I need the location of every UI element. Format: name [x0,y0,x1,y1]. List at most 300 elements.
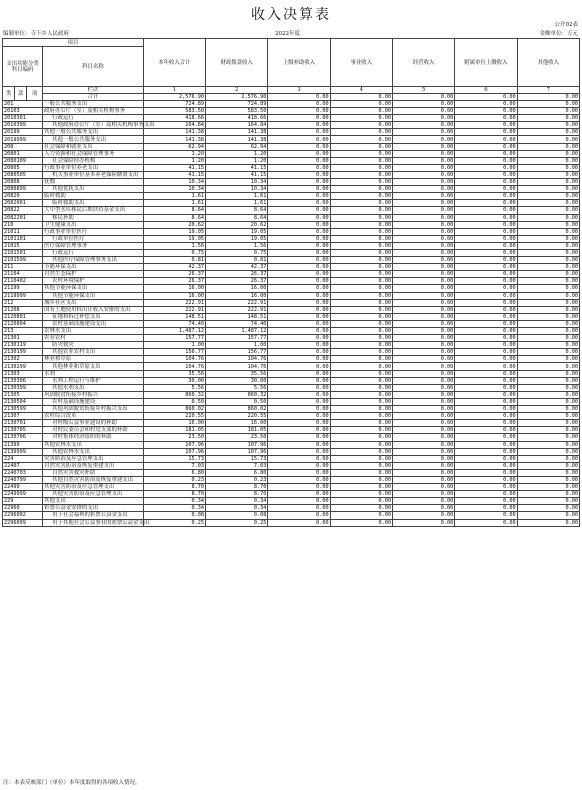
table-row [3,328,580,335]
row-value-5: 0.00 [392,157,454,164]
row-value-7: 0.00 [517,498,579,505]
row-value-6: 0.00 [455,207,517,214]
row-value-7: 0.00 [517,342,579,349]
row-value-3: 0.00 [268,377,330,384]
row-value-4: 0.00 [330,122,392,129]
row-value-3: 0.00 [268,462,330,469]
row-value-3: 0.00 [268,193,330,200]
row-value-2: 0.50 [206,398,268,405]
row-value-1: 8.70 [143,491,205,498]
row-name: 城乡社区支出 [43,299,144,306]
row-value-1: 16.00 [143,292,205,299]
row-value-5: 0.00 [392,484,454,491]
row-value-4: 0.00 [330,200,392,207]
row-name: 其他节能环保支出 [43,285,144,292]
row-value-7: 0.00 [517,512,579,519]
row-value-3: 0.00 [268,122,330,129]
row-value-2: 0.23 [206,476,268,483]
row-code: 2120801 [3,313,43,320]
row-value-5: 0.00 [392,242,454,249]
row-value-2: 860.02 [206,406,268,413]
row-value-3: 0.00 [268,384,330,391]
row-value-4: 0.00 [330,264,392,271]
row-value-5: 0.00 [392,143,454,150]
row-code: 2130705 [3,427,43,434]
row-name: 医疗保障管理事务 [43,242,144,249]
row-value-1: 1,487.12 [143,328,205,335]
row-value-1: 42.37 [143,264,205,271]
row-value-5: 0.00 [392,519,454,526]
row-value-7: 0.00 [517,214,579,221]
total-value-4: 0.00 [330,94,392,101]
row-code: 21208 [3,306,43,313]
row-value-6: 0.00 [455,398,517,405]
header-subject-name: 科目名称 [43,47,144,87]
row-value-7: 0.00 [517,164,579,171]
row-value-6: 0.00 [455,491,517,498]
row-value-3: 0.00 [268,398,330,405]
row-value-5: 0.00 [392,476,454,483]
row-value-7: 0.00 [517,420,579,427]
row-value-1: 1.61 [143,200,205,207]
row-name: 林业和草原 [43,356,144,363]
row-value-7: 0.00 [517,462,579,469]
table-row [3,384,580,391]
col-header-2: 财政拨款收入 [206,39,268,87]
row-value-4: 0.00 [330,349,392,356]
row-code: 208 [3,143,43,150]
row-value-7: 0.00 [517,328,579,335]
row-value-4: 0.00 [330,257,392,264]
row-value-5: 0.00 [392,164,454,171]
row-value-1: 164.84 [143,122,205,129]
row-value-2: 74.40 [206,320,268,327]
col-num-7: 7 [517,87,579,94]
table-row [3,193,580,200]
row-value-6: 0.00 [455,271,517,278]
row-value-1: 1.20 [143,157,205,164]
row-value-6: 0.00 [455,143,517,150]
row-name: 社会保险经办机构 [43,157,144,164]
row-value-6: 0.00 [455,434,517,441]
row-code: 21301 [3,335,43,342]
row-value-2: 16.00 [206,285,268,292]
row-value-5: 0.00 [392,384,454,391]
row-value-4: 0.00 [330,271,392,278]
row-value-6: 0.00 [455,384,517,391]
row-value-3: 0.00 [268,505,330,512]
row-value-6: 0.00 [455,249,517,256]
row-value-4: 0.00 [330,171,392,178]
row-name: 用于社会福利的彩票公益金支出 [43,512,144,519]
row-value-3: 0.00 [268,306,330,313]
row-value-2: 8.64 [206,207,268,214]
row-name: 行政事业单位养老支出 [43,164,144,171]
header-func-code: 支出功能分类科目编码 [3,47,43,87]
row-code: 21303 [3,370,43,377]
col-num-3: 3 [268,87,330,94]
row-value-2: 0.81 [206,257,268,264]
row-value-5: 0.00 [392,498,454,505]
row-value-6: 0.00 [455,228,517,235]
row-value-4: 0.00 [330,242,392,249]
row-value-7: 0.00 [517,363,579,370]
row-value-4: 0.00 [330,101,392,108]
row-value-4: 0.00 [330,221,392,228]
row-code: 2240799 [3,476,43,483]
row-value-3: 0.00 [268,214,330,221]
row-value-7: 0.00 [517,484,579,491]
row-value-5: 0.00 [392,505,454,512]
row-value-4: 0.00 [330,420,392,427]
row-value-6: 0.00 [455,484,517,491]
table-row [3,455,580,462]
row-code: 2082001 [3,200,43,207]
row-value-1: 157.77 [143,335,205,342]
row-value-2: 42.37 [206,264,268,271]
header-row-number-label: 栏次 [43,87,144,94]
row-value-3: 0.00 [268,455,330,462]
row-name: 农村环境保护 [43,278,144,285]
row-value-1: 8.70 [143,484,205,491]
row-value-2: 20.62 [206,221,268,228]
row-value-3: 0.00 [268,320,330,327]
row-value-5: 0.00 [392,171,454,178]
table-row [3,484,580,491]
total-value-7: 0.00 [517,94,579,101]
row-value-1: 418.66 [143,115,205,122]
row-name: 农业农村 [43,335,144,342]
table-row [3,179,580,186]
row-value-3: 0.00 [268,328,330,335]
row-value-2: 7.03 [206,462,268,469]
row-code: 20801 [3,150,43,157]
row-value-4: 0.00 [330,363,392,370]
row-value-2: 181.05 [206,427,268,434]
row-value-7: 0.00 [517,391,579,398]
row-value-1: 8.64 [143,207,205,214]
table-row [3,257,580,264]
row-value-5: 0.00 [392,108,454,115]
row-value-1: 62.94 [143,143,205,150]
row-code: 2010399 [3,122,43,129]
row-value-2: 0.25 [206,519,268,526]
row-code: 21104 [3,271,43,278]
row-value-5: 0.00 [392,228,454,235]
row-code: 212 [3,299,43,306]
row-value-4: 0.00 [330,150,392,157]
row-value-4: 0.00 [330,214,392,221]
row-value-5: 0.00 [392,101,454,108]
row-value-6: 0.00 [455,193,517,200]
row-value-1: 860.32 [143,391,205,398]
row-value-3: 0.00 [268,469,330,476]
row-value-7: 0.00 [517,271,579,278]
row-name: 农村基础设施建设支出 [43,320,144,327]
row-value-3: 0.00 [268,278,330,285]
row-name: 行政运行 [43,249,144,256]
row-name: 其他政府办公厅（室）及相关机构事务支出 [43,122,144,129]
row-value-7: 0.00 [517,335,579,342]
row-value-2: 418.66 [206,115,268,122]
row-name: 抚恤 [43,179,144,186]
row-code: 210 [3,221,43,228]
row-value-2: 15.73 [206,455,268,462]
row-value-5: 0.00 [392,406,454,413]
row-value-5: 0.00 [392,512,454,519]
row-code: 22960 [3,505,43,512]
row-value-2: 62.94 [206,143,268,150]
row-value-7: 0.00 [517,228,579,235]
row-value-5: 0.00 [392,491,454,498]
col-header-4: 事业收入 [330,39,392,87]
table-row [3,228,580,235]
row-value-6: 0.00 [455,186,517,193]
row-value-1: 0.34 [143,498,205,505]
row-value-4: 0.00 [330,143,392,150]
row-value-7: 0.00 [517,370,579,377]
row-name: 其他灾害防治及应急管理支出 [43,491,144,498]
row-value-5: 0.00 [392,264,454,271]
row-value-5: 0.00 [392,427,454,434]
row-value-4: 0.00 [330,136,392,143]
row-value-5: 0.00 [392,413,454,420]
row-value-1: 8.64 [143,214,205,221]
form-code: 公开02表 [554,22,578,28]
row-value-1: 222.91 [143,299,205,306]
row-value-1: 20.62 [143,221,205,228]
table-row [3,505,580,512]
row-value-7: 0.00 [517,413,579,420]
total-value-5: 0.00 [392,94,454,101]
row-name: 临时救助支出 [43,200,144,207]
row-value-6: 0.00 [455,306,517,313]
row-value-6: 0.00 [455,391,517,398]
table-row [3,122,580,129]
row-value-7: 0.00 [517,249,579,256]
row-value-3: 0.00 [268,136,330,143]
row-code: 2130306 [3,377,43,384]
row-value-7: 0.00 [517,207,579,214]
row-value-3: 0.00 [268,370,330,377]
row-value-2: 157.77 [206,335,268,342]
row-name: 灾害防治及应急管理支出 [43,455,144,462]
table-row [3,101,580,108]
row-value-7: 0.00 [517,186,579,193]
row-value-5: 0.00 [392,207,454,214]
row-value-5: 0.00 [392,441,454,448]
row-name: 自然生态保护 [43,271,144,278]
row-name: 移民补助 [43,214,144,221]
row-value-7: 0.00 [517,221,579,228]
row-value-4: 0.00 [330,129,392,136]
row-name: 行政运行 [43,115,144,122]
row-value-2: 19.05 [206,228,268,235]
row-value-1: 222.91 [143,306,205,313]
row-value-1: 0.34 [143,505,205,512]
row-value-5: 0.00 [392,292,454,299]
row-value-1: 220.55 [143,413,205,420]
row-value-6: 0.00 [455,214,517,221]
row-code: 2130119 [3,342,43,349]
row-value-2: 26.37 [206,278,268,285]
table-row [3,313,580,320]
row-value-6: 0.00 [455,292,517,299]
row-value-1: 1.61 [143,193,205,200]
row-value-6: 0.00 [455,101,517,108]
table-row [3,434,580,441]
col-header-1: 本年收入合计 [143,39,205,87]
row-code: 2296002 [3,512,43,519]
row-value-5: 0.00 [392,306,454,313]
row-value-3: 0.00 [268,391,330,398]
row-value-4: 0.00 [330,391,392,398]
row-value-7: 0.00 [517,257,579,264]
row-value-1: 41.15 [143,171,205,178]
row-value-5: 0.00 [392,278,454,285]
row-code: 21015 [3,242,43,249]
row-name: 其他灾害防治及应急管理支出 [43,484,144,491]
row-name: 临时救助 [43,193,144,200]
row-value-3: 0.00 [268,406,330,413]
row-value-2: 30.00 [206,377,268,384]
row-value-4: 0.00 [330,335,392,342]
row-code: 2130504 [3,398,43,405]
row-code: 2101501 [3,249,43,256]
row-value-2: 724.89 [206,101,268,108]
row-value-6: 0.00 [455,370,517,377]
row-value-7: 0.00 [517,122,579,129]
row-value-6: 0.00 [455,363,517,370]
row-value-3: 0.00 [268,164,330,171]
row-value-5: 0.00 [392,249,454,256]
row-value-4: 0.00 [330,299,392,306]
col-num-1: 1 [143,87,205,94]
row-value-5: 0.00 [392,363,454,370]
row-value-1: 74.40 [143,320,205,327]
row-value-2: 5.56 [206,384,268,391]
col-header-5: 经营收入 [392,39,454,87]
row-value-5: 0.00 [392,469,454,476]
row-value-5: 0.00 [392,342,454,349]
row-value-3: 0.00 [268,491,330,498]
row-value-5: 0.00 [392,420,454,427]
footnote: 注：本表反映部门（单位）本年度取得的各项收入情况。 [3,780,141,786]
row-code: 22407 [3,462,43,469]
row-name: 大中型水库移民后期扶持基金支出 [43,207,144,214]
row-value-7: 0.00 [517,434,579,441]
row-name: 行政事业单位医疗 [43,228,144,235]
row-value-7: 0.00 [517,292,579,299]
row-value-5: 0.00 [392,285,454,292]
row-value-6: 0.00 [455,257,517,264]
row-value-6: 0.00 [455,519,517,526]
row-value-2: 41.15 [206,164,268,171]
row-value-6: 0.00 [455,108,517,115]
row-value-3: 0.00 [268,434,330,441]
row-name: 防灾救灾 [43,342,144,349]
col-header-7: 其他收入 [517,39,579,87]
row-value-1: 107.96 [143,441,205,448]
row-value-7: 0.00 [517,235,579,242]
row-value-3: 0.00 [268,335,330,342]
table-row [3,271,580,278]
row-code: 2110402 [3,278,43,285]
row-value-1: 0.08 [143,512,205,519]
row-value-7: 0.00 [517,115,579,122]
row-value-7: 0.00 [517,150,579,157]
row-value-2: 1.00 [206,342,268,349]
row-name: 其他巩固脱贫衔接乡村振兴支出 [43,406,144,413]
table-row [3,342,580,349]
row-value-6: 0.00 [455,476,517,483]
table-row [3,363,580,370]
row-value-2: 0.34 [206,505,268,512]
table-row [3,491,580,498]
row-value-6: 0.00 [455,299,517,306]
row-value-5: 0.00 [392,349,454,356]
row-value-3: 0.00 [268,108,330,115]
row-value-2: 104.76 [206,363,268,370]
row-value-5: 0.00 [392,193,454,200]
row-value-4: 0.00 [330,306,392,313]
row-code: 2139999 [3,448,43,455]
table-row [3,285,580,292]
row-value-6: 0.00 [455,498,517,505]
row-value-1: 0.23 [143,476,205,483]
row-value-2: 41.15 [206,171,268,178]
row-value-1: 10.34 [143,186,205,193]
row-value-7: 0.00 [517,171,579,178]
row-value-5: 0.00 [392,136,454,143]
header-class: 类 [3,87,15,101]
row-value-7: 0.00 [517,101,579,108]
row-code: 20805 [3,164,43,171]
row-value-1: 30.00 [143,377,205,384]
row-value-4: 0.00 [330,249,392,256]
table-row [3,370,580,377]
row-code: 2130599 [3,406,43,413]
row-value-1: 35.56 [143,370,205,377]
row-code: 2130701 [3,420,43,427]
row-value-1: 181.05 [143,427,205,434]
row-value-4: 0.00 [330,491,392,498]
report-year: 2022年度 [275,31,300,37]
row-value-7: 0.00 [517,278,579,285]
row-name: 其他林业和草原支出 [43,363,144,370]
row-value-7: 0.00 [517,264,579,271]
row-value-2: 23.50 [206,434,268,441]
row-value-7: 0.00 [517,193,579,200]
row-name: 对村级公益事业建设的补助 [43,420,144,427]
row-value-4: 0.00 [330,448,392,455]
row-name: 其他支出 [43,498,144,505]
table-row [3,157,580,164]
table-row [3,512,580,519]
row-value-2: 8.70 [206,491,268,498]
row-code: 2130299 [3,363,43,370]
row-value-3: 0.00 [268,363,330,370]
row-value-3: 0.00 [268,441,330,448]
amount-unit: 金额单位：万元 [539,31,578,37]
row-value-1: 104.76 [143,363,205,370]
row-value-3: 0.00 [268,356,330,363]
income-table [2,38,580,527]
row-value-2: 1,487.12 [206,328,268,335]
row-value-6: 0.00 [455,157,517,164]
row-value-2: 583.50 [206,108,268,115]
row-value-6: 0.00 [455,328,517,335]
